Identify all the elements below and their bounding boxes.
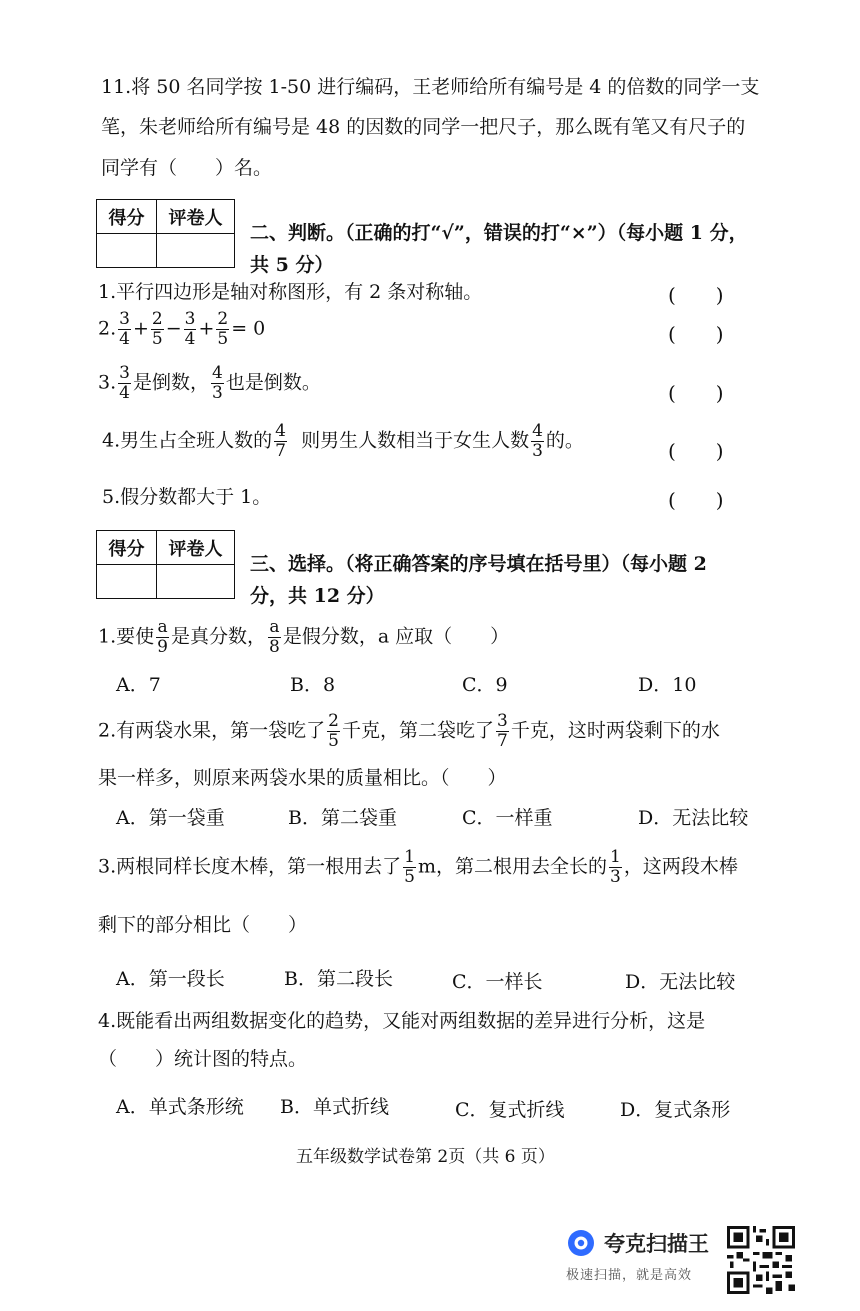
- score-header: 得分: [97, 531, 157, 565]
- choice-q2-mid: 千克，第二袋吃了: [341, 719, 494, 742]
- scanner-watermark: [566, 1228, 709, 1283]
- choice-q4-option-a: A．单式条形统: [116, 1096, 244, 1118]
- choice-q1-suffix: 是假分数，a 应取（ ）: [282, 625, 510, 648]
- denominator: 3: [532, 441, 543, 461]
- choice-q4-line1: 4.既能看出两组数据变化的趋势，又能对两组数据的差异进行分析，这是: [98, 1010, 706, 1032]
- fraction: [403, 848, 416, 887]
- choice-q4-option-c: C．复式折线: [455, 1099, 565, 1121]
- fraction: [184, 310, 197, 349]
- denominator: 9: [157, 637, 168, 657]
- numerator: 2: [151, 309, 163, 329]
- section2-title-line2: 共 5 分）: [250, 254, 334, 276]
- denominator: 5: [404, 867, 415, 887]
- fraction: [327, 712, 340, 751]
- denominator: 5: [328, 731, 339, 751]
- judge-q3-suffix: 也是倒数。: [225, 371, 321, 394]
- judge-q4: [102, 422, 584, 461]
- numerator: 1: [404, 847, 415, 867]
- judge-q1-answer: ( ): [668, 283, 724, 307]
- fraction: [216, 310, 229, 349]
- operator: −: [165, 317, 182, 340]
- numerator: 4: [532, 421, 543, 441]
- fraction: [609, 848, 622, 887]
- choice-q1-mid: 是真分数，: [170, 625, 266, 648]
- numerator: 2: [328, 711, 339, 731]
- choice-q3-option-d: D．无法比较: [625, 971, 736, 993]
- denominator: 5: [151, 329, 163, 349]
- section3-title-line2: 分，共 12 分）: [250, 585, 385, 607]
- score-cell: [97, 234, 157, 268]
- choice-q2-suffix: 千克，这时两袋剩下的水: [510, 719, 720, 742]
- choice-q2-option-a: A．第一袋重: [116, 807, 225, 829]
- judge-q1: 1.平行四边形是轴对称图形，有 2 条对称轴。: [98, 281, 483, 303]
- grader-cell: [157, 234, 235, 268]
- grader-header: 评卷人: [157, 200, 235, 234]
- fraction: [531, 422, 544, 461]
- fraction: [274, 422, 287, 461]
- denominator: 3: [610, 867, 621, 887]
- judge-q4-suffix: 的。: [545, 429, 584, 452]
- choice-q1: [98, 618, 509, 657]
- denominator: 7: [275, 441, 286, 461]
- fraction: [496, 712, 509, 751]
- choice-q4-option-d: D．复式条形: [620, 1099, 731, 1121]
- numerator: 3: [184, 309, 196, 329]
- choice-q3-option-c: C．一样长: [452, 971, 543, 993]
- denominator: 7: [496, 731, 508, 751]
- score-cell: [97, 565, 157, 599]
- numerator: 4: [211, 363, 223, 383]
- q11-line1: 11.将 50 名同学按 1-50 进行编码，王老师给所有编号是 4 的倍数的同学一支: [101, 76, 760, 98]
- numerator: 3: [119, 363, 130, 383]
- choice-q3-option-b: B．第二段长: [284, 968, 393, 990]
- numerator: 4: [275, 421, 286, 441]
- denominator: 8: [268, 637, 280, 657]
- judge-q4-prefix: 4.男生占全班人数的: [102, 429, 273, 452]
- choice-q2-line1: [98, 712, 720, 751]
- page-footer: 五年级数学试卷第 2页（共 6 页）: [296, 1147, 555, 1167]
- section3-title-line1: 三、选择。（将正确答案的序号填在括号里）（每小题 2: [250, 553, 707, 575]
- judge-q3-mid: 是倒数，: [132, 371, 209, 394]
- judge-q3-answer: ( ): [668, 381, 724, 405]
- judge-q2-prefix: 2.: [98, 317, 117, 340]
- choice-q1-prefix: 1.要使: [98, 625, 155, 648]
- score-table-section3: [96, 530, 235, 599]
- denominator: 5: [217, 329, 229, 349]
- denominator: 3: [211, 383, 223, 403]
- score-table-section2: [96, 199, 235, 268]
- numerator: 3: [119, 309, 130, 329]
- choice-q3-line2: 剩下的部分相比（ ）: [98, 914, 308, 936]
- choice-q4-option-b: B．单式折线: [280, 1096, 389, 1118]
- choice-q3-suffix: ，这两段木棒: [623, 855, 738, 878]
- choice-q3-line1: [98, 848, 738, 887]
- fraction: [151, 310, 164, 349]
- judge-q2: [98, 310, 265, 349]
- scanner-slogan: 极速扫描，就是高效: [566, 1268, 693, 1283]
- numerator: a: [269, 617, 280, 637]
- operator: +: [198, 317, 215, 340]
- choice-q1-option-a: A．7: [116, 674, 161, 696]
- judge-q2-answer: ( ): [668, 322, 724, 346]
- fraction: [156, 618, 169, 657]
- fraction: [118, 310, 131, 349]
- choice-q3-prefix: 3.两根同样长度木棒，第一根用去了: [98, 855, 402, 878]
- q11-line2: 笔，朱老师给所有编号是 48 的因数的同学一把尺子，那么既有笔又有尺子的: [101, 116, 746, 138]
- choice-q3-option-a: A．第一段长: [116, 968, 225, 990]
- choice-q2-option-d: D．无法比较: [638, 807, 749, 829]
- numerator: a: [157, 617, 168, 637]
- scanner-brand-name: 夸克扫描王: [604, 1232, 709, 1256]
- denominator: 4: [184, 329, 196, 349]
- numerator: 1: [610, 847, 621, 867]
- fraction: [118, 364, 131, 403]
- fraction: [268, 618, 281, 657]
- choice-q2-line2: 果一样多，则原来两袋水果的质量相比。（ ）: [98, 767, 507, 789]
- choice-q2-option-b: B．第二袋重: [288, 807, 397, 829]
- qr-code-icon: [727, 1226, 795, 1294]
- choice-q2-option-c: C．一样重: [462, 807, 553, 829]
- grader-header: 评卷人: [157, 531, 235, 565]
- grader-cell: [157, 565, 235, 599]
- judge-q4-mid: 则男生人数相当于女生人数: [301, 429, 530, 452]
- denominator: 4: [119, 383, 130, 403]
- judge-q3: [98, 364, 321, 403]
- numerator: 2: [217, 309, 229, 329]
- choice-q3-mid: m，第二根用去全长的: [417, 855, 607, 878]
- judge-q5: 5.假分数都大于 1。: [102, 486, 272, 508]
- operator: +: [132, 317, 149, 340]
- denominator: 4: [119, 329, 130, 349]
- choice-q2-prefix: 2.有两袋水果，第一袋吃了: [98, 719, 326, 742]
- score-header: 得分: [97, 200, 157, 234]
- judge-q4-answer: ( ): [668, 439, 724, 463]
- section2-title-line1: 二、判断。（正确的打“√”，错误的打“×”）（每小题 1 分，: [250, 222, 748, 244]
- judge-q5-answer: ( ): [668, 488, 724, 512]
- fraction: [211, 364, 224, 403]
- judge-q3-prefix: 3.: [98, 371, 117, 394]
- judge-q2-suffix: = 0: [231, 317, 266, 340]
- choice-q4-line2: （ ）统计图的特点。: [98, 1048, 308, 1070]
- q11-line3: 同学有（ ）名。: [101, 157, 273, 179]
- choice-q1-option-c: C．9: [462, 674, 508, 696]
- choice-q1-option-d: D．10: [638, 674, 697, 696]
- scanner-logo-icon: [566, 1228, 596, 1258]
- choice-q1-option-b: B．8: [290, 674, 336, 696]
- numerator: 3: [496, 711, 508, 731]
